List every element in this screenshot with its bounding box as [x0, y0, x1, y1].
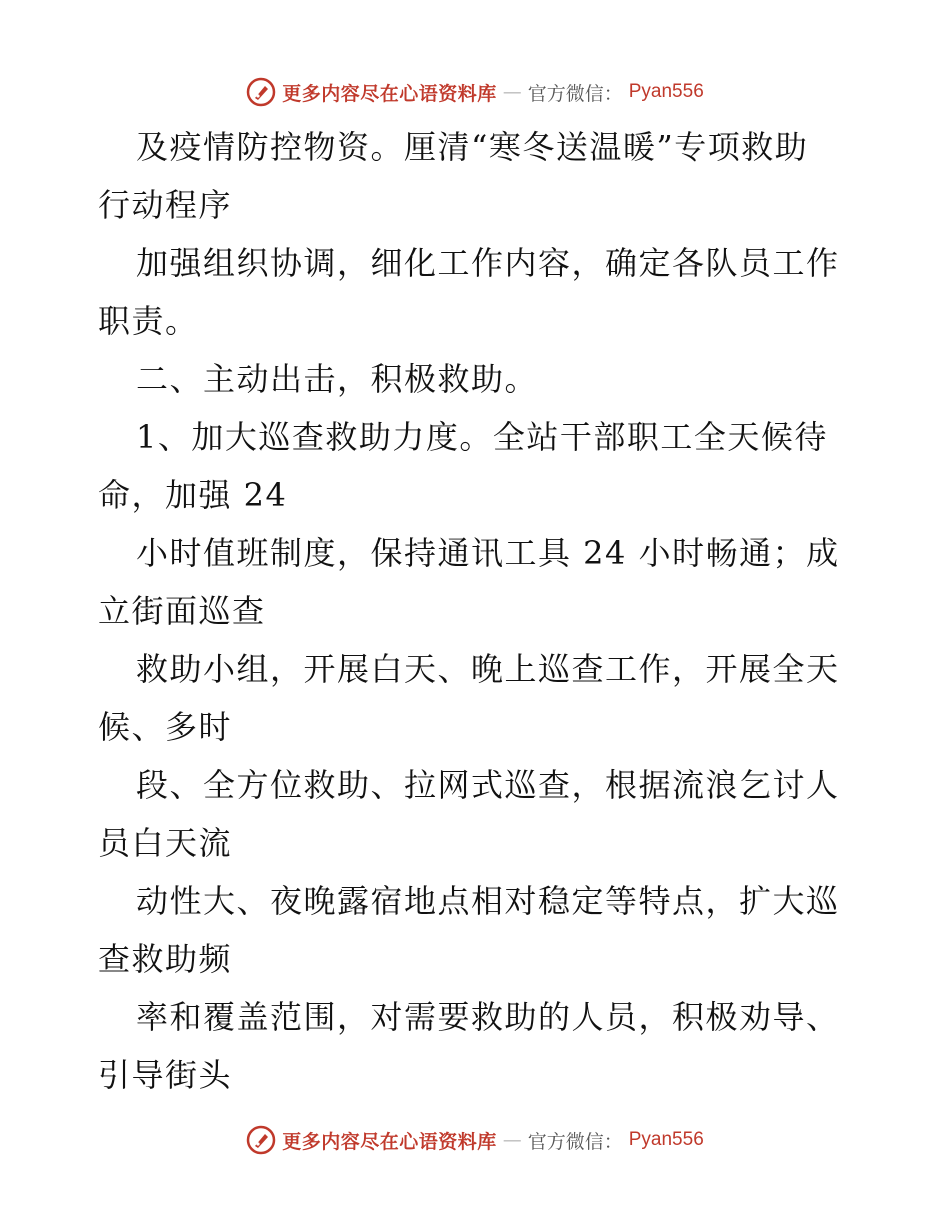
watermark-official-label: 官方微信：	[527, 82, 623, 105]
text-line: 职责。	[98, 302, 199, 340]
text-line: 行动程序	[98, 186, 233, 224]
watermark-separator: —	[502, 81, 522, 103]
text-line: 1、加大巡查救助力度。全站干部职工全天候待	[136, 418, 828, 456]
text-line: 段、全方位救助、拉网式巡查，根据流浪乞讨人	[136, 766, 840, 804]
text-line: 动性大、夜晚露宿地点相对稳定等特点，扩大巡	[136, 882, 840, 920]
pen-nib-logo-icon	[246, 77, 276, 107]
document-body	[98, 118, 858, 1104]
text-line: 命，加强 24	[98, 476, 288, 514]
watermark-official-label: 官方微信：	[527, 1130, 623, 1153]
pen-nib-logo-icon	[246, 1125, 276, 1155]
text-line: 及疫情防控物资。厘清“寒冬送温暖”专项救助	[136, 128, 809, 166]
header-watermark	[0, 72, 950, 112]
text-line: 二、主动出击，积极救助。	[136, 360, 539, 398]
text-line: 小时值班制度，保持通讯工具 24 小时畅通；成	[136, 534, 840, 572]
text-line: 查救助频	[98, 940, 233, 978]
watermark-separator: —	[502, 1129, 522, 1151]
text-line: 引导街头	[98, 1056, 233, 1094]
watermark-wechat-id: Pyan556	[628, 1129, 704, 1150]
text-line: 候、多时	[98, 708, 233, 746]
text-line: 救助小组，开展白天、晚上巡查工作，开展全天	[136, 650, 840, 688]
text-line: 加强组织协调，细化工作内容，确定各队员工作	[136, 244, 840, 282]
text-line: 立街面巡查	[98, 592, 266, 630]
text-line: 员白天流	[98, 824, 233, 862]
watermark-brand-text: 更多内容尽在心语资料库	[282, 1130, 497, 1153]
text-line: 率和覆盖范围，对需要救助的人员，积极劝导、	[136, 998, 840, 1036]
footer-watermark	[0, 1120, 950, 1160]
watermark-wechat-id: Pyan556	[628, 81, 704, 102]
watermark-brand-text: 更多内容尽在心语资料库	[282, 82, 497, 105]
